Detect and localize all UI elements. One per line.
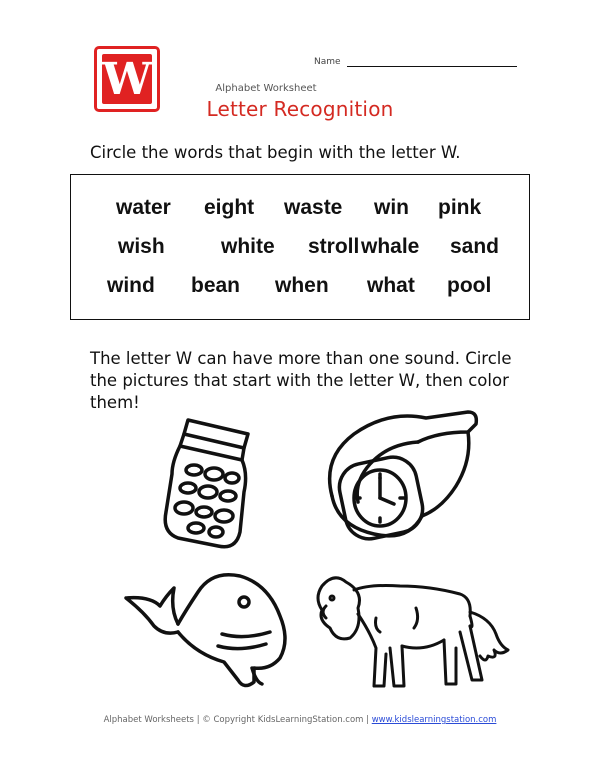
word-item[interactable]: wind: [107, 274, 155, 297]
footer: [0, 715, 600, 725]
word-item[interactable]: win: [374, 196, 409, 219]
word-item[interactable]: whale: [361, 235, 420, 258]
name-label: Name: [314, 57, 341, 67]
word-item[interactable]: wish: [118, 235, 165, 258]
word-item[interactable]: stroll: [308, 235, 360, 258]
footer-divider: |: [366, 715, 372, 725]
word-item[interactable]: eight: [204, 196, 255, 219]
name-row: [314, 56, 517, 67]
whale-icon[interactable]: [120, 562, 295, 697]
word-item[interactable]: pool: [447, 274, 492, 297]
logo-letter: W: [102, 54, 152, 105]
watch-icon[interactable]: [318, 398, 488, 548]
footer-copyright: © Copyright KidsLearningStation.com: [202, 715, 364, 725]
word-box: [70, 174, 530, 320]
footer-divider: |: [196, 715, 203, 725]
letter-w-logo: [94, 46, 160, 112]
jar-of-beans-icon[interactable]: [158, 412, 268, 552]
word-item[interactable]: water: [116, 196, 171, 219]
word-item[interactable]: waste: [284, 196, 343, 219]
word-item[interactable]: sand: [450, 235, 500, 258]
footer-left: Alphabet Worksheets: [103, 715, 194, 725]
word-item[interactable]: pink: [438, 196, 482, 219]
word-item[interactable]: bean: [191, 274, 241, 297]
logo-fill: [102, 54, 152, 104]
picture-instruction: The letter W can have more than one sound. Circle the pictures that start with the letter W, then color them!: [90, 349, 512, 412]
footer-link[interactable]: www.kidslearningstation.com: [371, 715, 497, 725]
name-field[interactable]: [347, 56, 517, 67]
word-instruction: Circle the words that begin with the letter W.: [90, 143, 461, 162]
lion-icon[interactable]: [310, 568, 515, 698]
word-item[interactable]: white: [221, 235, 275, 258]
word-item[interactable]: when: [275, 274, 329, 297]
worksheet-subtitle: Alphabet Worksheet: [215, 83, 317, 94]
word-item[interactable]: what: [367, 274, 415, 297]
worksheet-title: Letter Recognition: [206, 97, 394, 121]
